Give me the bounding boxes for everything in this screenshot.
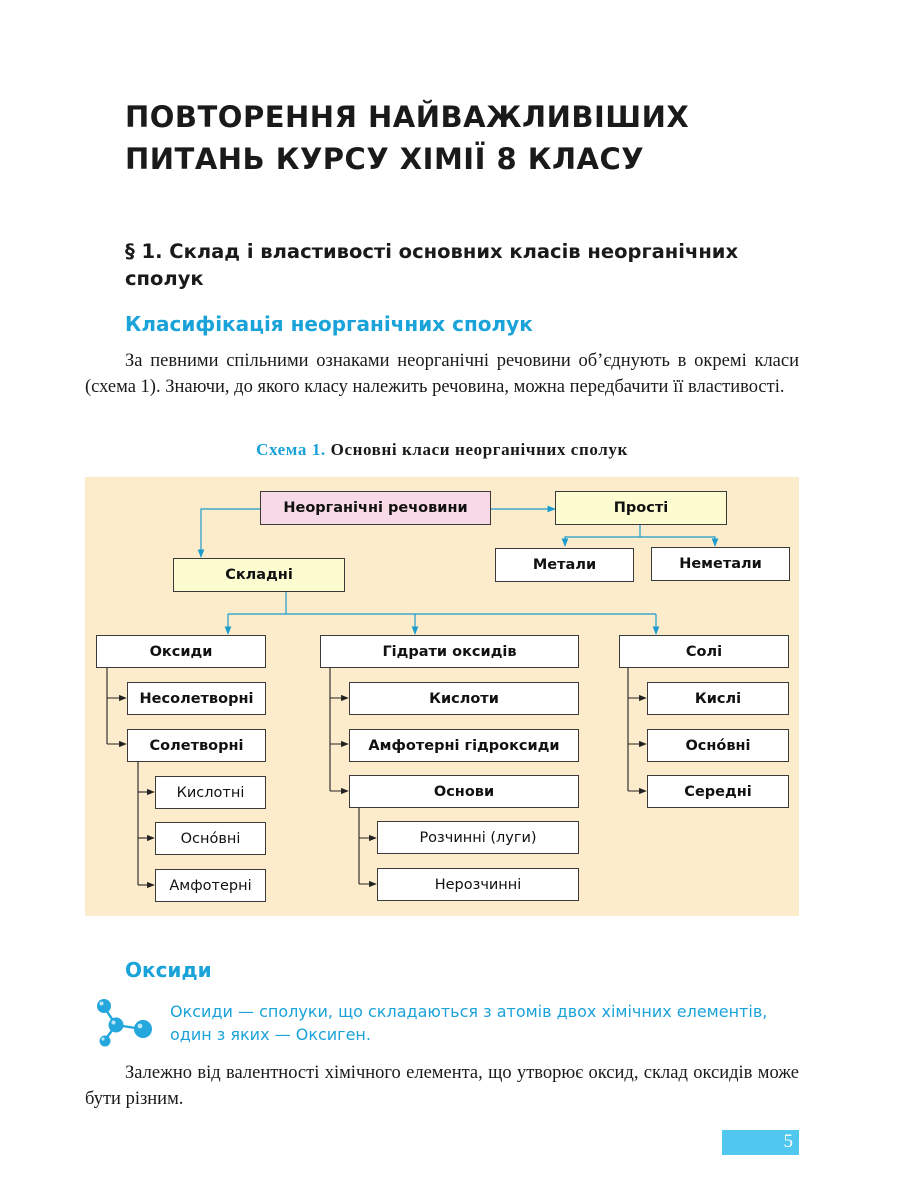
- box-acids: Кислоти: [349, 682, 579, 715]
- box-soluble-alkalis: Розчинні (луги): [377, 821, 579, 854]
- subheading-classification: Класифікація неорганічних сполук: [125, 312, 533, 336]
- box-acid-salts: Кислі: [647, 682, 789, 715]
- box-nonmetals: Неметали: [651, 547, 790, 581]
- box-normal-salts: Середні: [647, 775, 789, 808]
- paragraph-intro: [85, 348, 799, 400]
- classification-scheme: [85, 477, 799, 916]
- box-bases: Основи: [349, 775, 579, 808]
- molecule-icon: [92, 995, 154, 1051]
- scheme-caption-text: Основні класи неорганічних сполук: [330, 440, 628, 459]
- box-metals: Метали: [495, 548, 634, 582]
- paragraph-oxide-composition-text: Залежно від валентності хімічного елемента, що утворює оксид, склад оксидів може бути різним.: [85, 1063, 799, 1109]
- box-salts: Солі: [619, 635, 789, 668]
- page-number: 5: [783, 1131, 793, 1152]
- box-amphoteric-hydroxides: Амфотерні гідроксиди: [349, 729, 579, 762]
- box-basic-oxides: Осно́вні: [155, 822, 266, 855]
- subheading-oxides: Оксиди: [125, 958, 212, 982]
- scheme-caption-label: Схема 1.: [256, 440, 326, 459]
- title-line-2: ПИТАНЬ КУРСУ ХІМІЇ 8 КЛАСУ: [125, 142, 645, 176]
- page-title: [125, 96, 825, 180]
- box-amphoteric-oxides: Амфотерні: [155, 869, 266, 902]
- box-acidic-oxides: Кислотні: [155, 776, 266, 809]
- scheme-caption: [85, 440, 799, 460]
- page-number-tab: [722, 1130, 799, 1155]
- definition-oxides: Оксиди — сполуки, що складаються з атомів двох хімічних елементів, один з яких — Оксиген.: [170, 1002, 768, 1044]
- paragraph-intro-text: За певними спільними ознаками неорганічні речовини об’єднують в окремі класи (схема 1). Знаючи, до якого класу належить речовина, можна передбачити її властивості.: [85, 351, 799, 397]
- box-complex: Складні: [173, 558, 345, 592]
- section-title: § 1. Склад і властивості основних класів неорганічних сполук: [125, 240, 739, 290]
- box-salt-forming: Солетворні: [127, 729, 266, 762]
- box-inorganic-substances: Неорганічні речовини: [260, 491, 491, 525]
- box-basic-salts: Осно́вні: [647, 729, 789, 762]
- box-simple: Прості: [555, 491, 727, 525]
- box-oxides: Оксиди: [96, 635, 266, 668]
- box-non-salt-forming: Несолетворні: [127, 682, 266, 715]
- box-insoluble-bases: Нерозчинні: [377, 868, 579, 901]
- title-line-1: ПОВТОРЕННЯ НАЙВАЖЛИВІШИХ: [125, 100, 690, 134]
- box-oxide-hydrates: Гідрати оксидів: [320, 635, 579, 668]
- paragraph-oxide-composition: [85, 1060, 799, 1112]
